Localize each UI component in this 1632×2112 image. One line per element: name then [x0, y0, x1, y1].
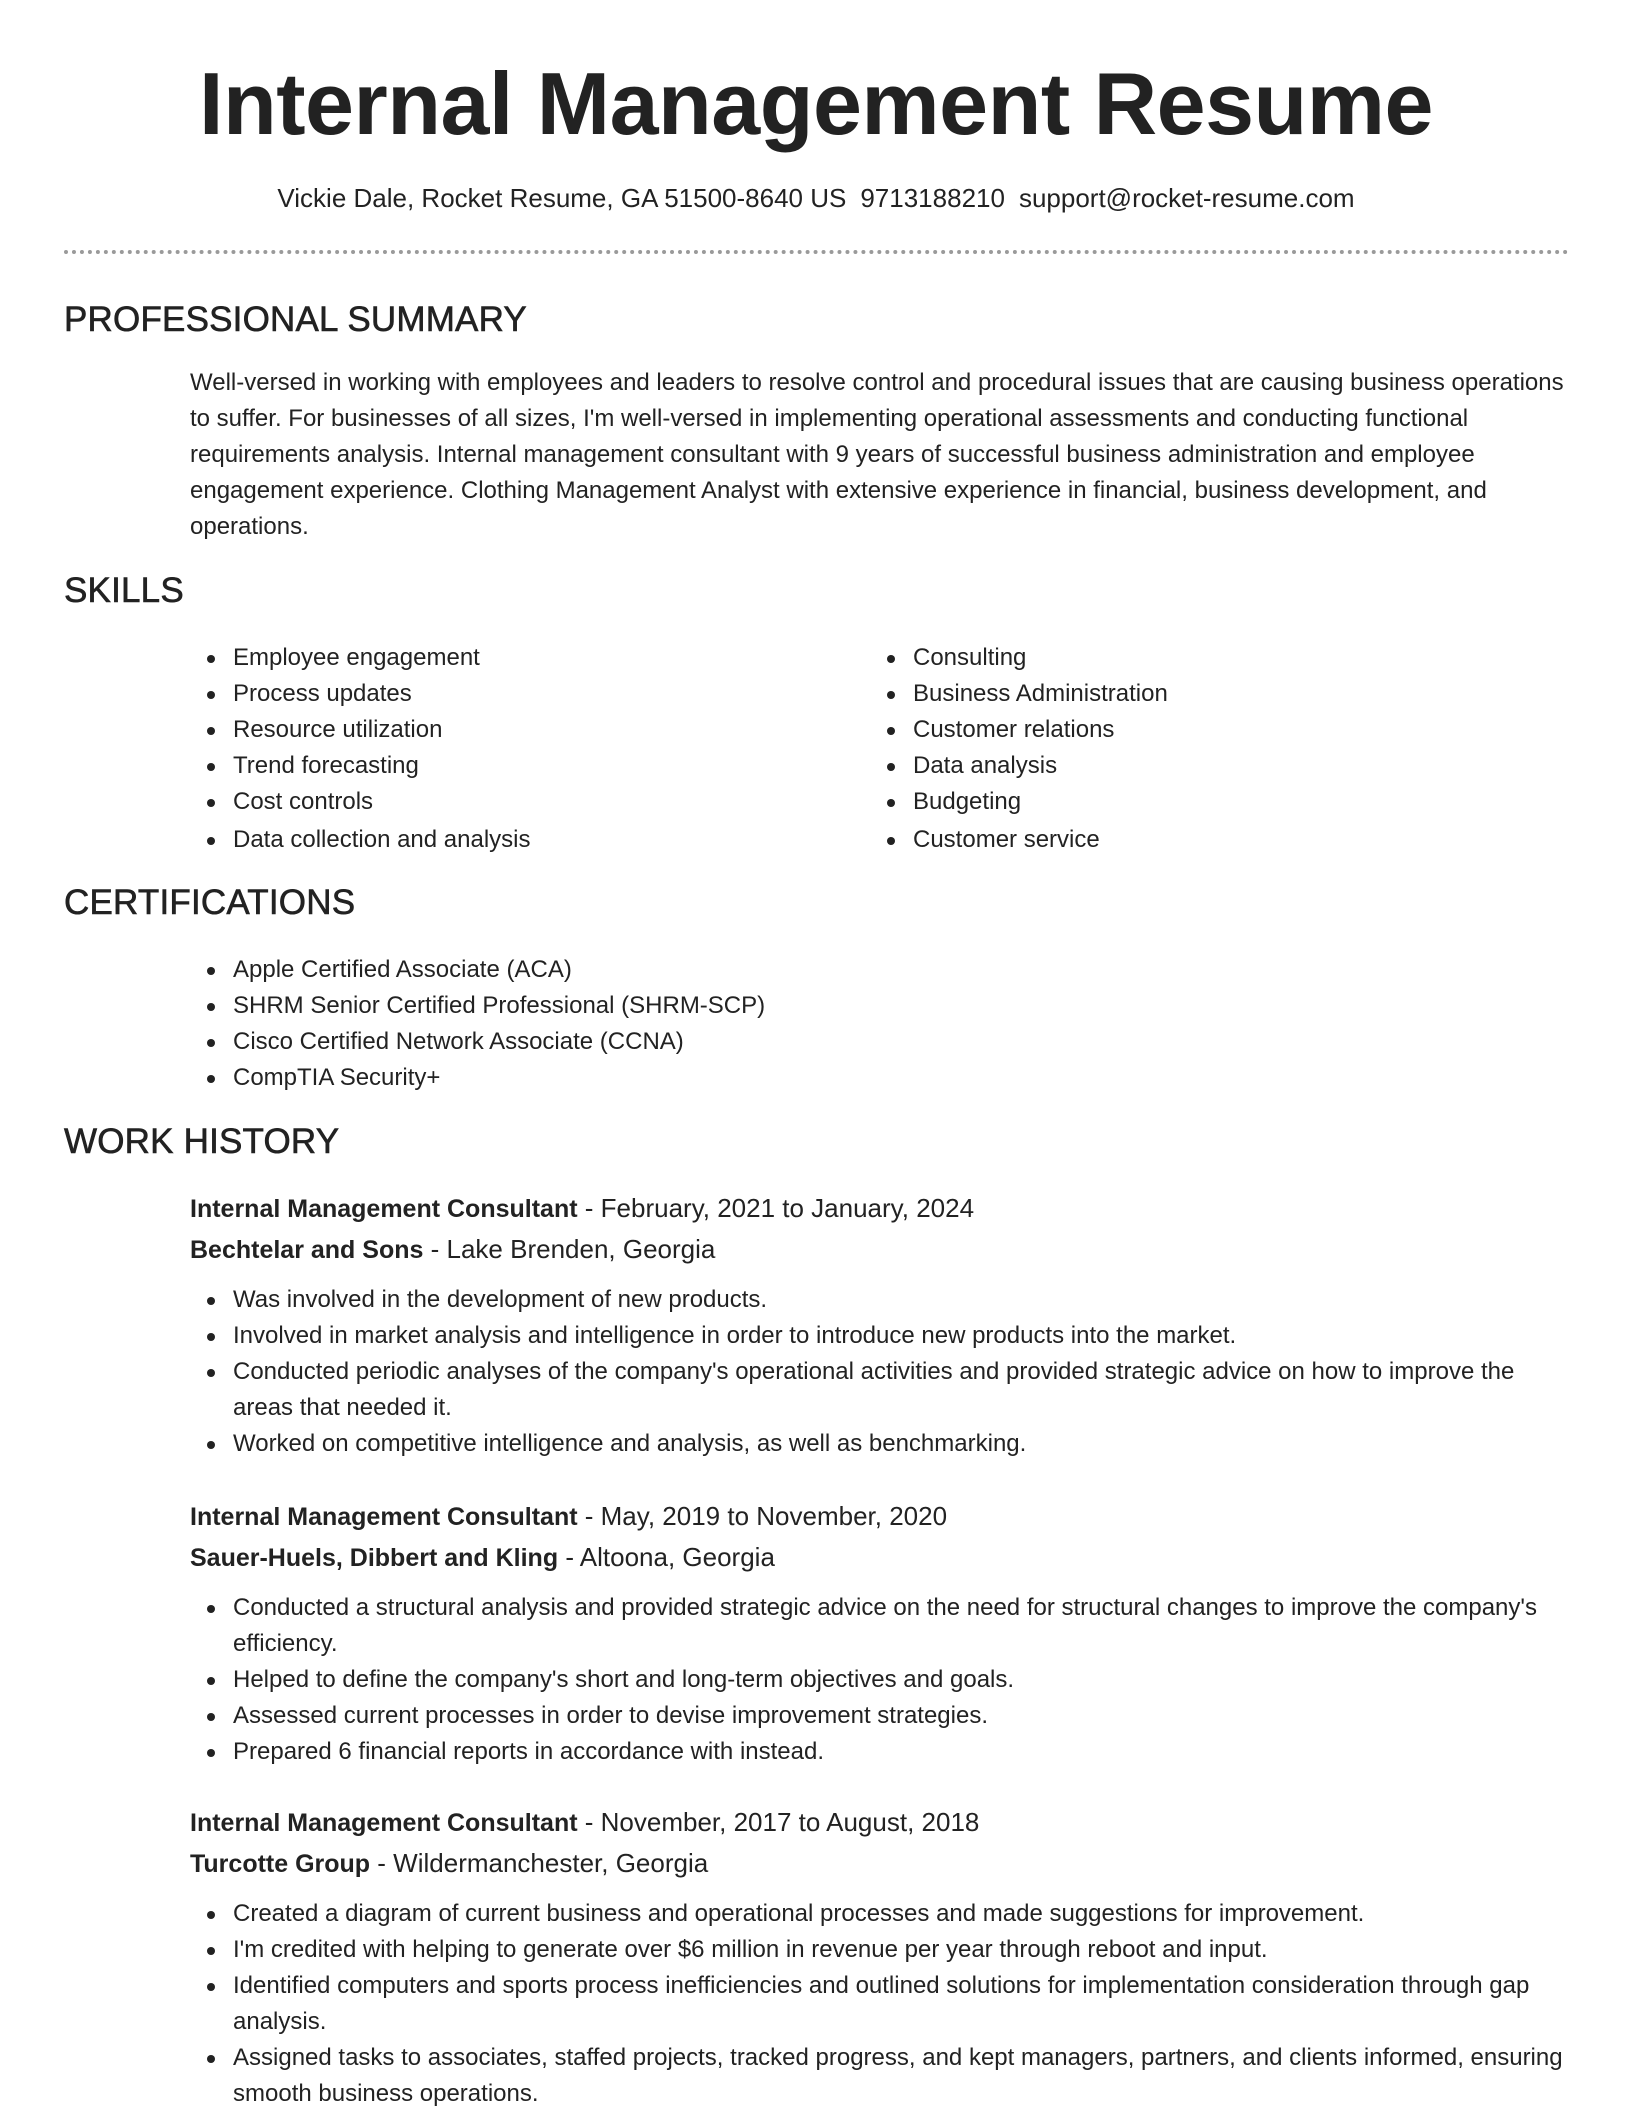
job-company: Bechtelar and Sons [190, 1236, 424, 1264]
list-item: Was involved in the development of new products. [190, 1282, 1575, 1318]
list-item: Assessed current processes in order to devise improvement strategies. [190, 1698, 1575, 1734]
header-divider [64, 250, 1569, 254]
list-item: Data analysis [870, 748, 1510, 784]
list-item: Cost controls [190, 784, 830, 820]
list-item: Business Administration [870, 676, 1510, 712]
list-item: Budgeting [870, 784, 1510, 820]
job-dates: - May, 2019 to November, 2020 [577, 1501, 948, 1531]
list-item: Created a diagram of current business and operational processes and made suggestions for improvement. [190, 1896, 1575, 1932]
section-heading-work-history: WORK HISTORY [64, 1122, 340, 1161]
job-location: - Wildermanchester, Georgia [370, 1848, 709, 1878]
job-company-line [190, 1229, 1575, 1270]
list-item: Customer relations [870, 712, 1510, 748]
job-title-line [190, 1496, 1575, 1537]
section-heading-summary: PROFESSIONAL SUMMARY [64, 300, 527, 339]
job-bullets [190, 1896, 1575, 2112]
contact-phone: 9713188210 [860, 183, 1005, 213]
contact-address: Vickie Dale, Rocket Resume, GA 51500-8640 US [277, 183, 847, 213]
list-item: Resource utilization [190, 712, 830, 748]
job-company-line [190, 1537, 1575, 1578]
job-title: Internal Management Consultant [190, 1195, 578, 1223]
job-company: Sauer-Huels, Dibbert and Kling [190, 1544, 559, 1572]
section-heading-certifications: CERTIFICATIONS [64, 883, 356, 922]
job-entry [190, 1496, 1575, 1770]
list-item: Employee engagement [190, 640, 830, 676]
job-bullets [190, 1282, 1575, 1462]
job-title: Internal Management Consultant [190, 1809, 578, 1837]
list-item: Conducted periodic analyses of the company's operational activities and provided strategic advice on how to improve the areas that needed it. [190, 1354, 1575, 1426]
list-item: Cisco Certified Network Associate (CCNA) [190, 1024, 1490, 1060]
list-item: Customer service [870, 822, 1510, 858]
resume-title: Internal Management Resume [199, 54, 1433, 153]
contact-line [0, 180, 1632, 216]
job-title: Internal Management Consultant [190, 1503, 578, 1531]
list-item: Identified computers and sports process inefficiencies and outlined solutions for implementation consideration through gap analysis. [190, 1968, 1575, 2040]
job-title-line [190, 1188, 1575, 1229]
skills-list-right [870, 640, 1510, 858]
list-item: SHRM Senior Certified Professional (SHRM-SCP) [190, 988, 1490, 1024]
certifications-list [190, 952, 1490, 1096]
contact-email[interactable]: support@rocket-resume.com [1018, 183, 1355, 213]
job-company: Turcotte Group [190, 1850, 371, 1878]
list-item: Involved in market analysis and intelligence in order to introduce new products into the market. [190, 1318, 1575, 1354]
job-entry [190, 1802, 1575, 2112]
job-bullets [190, 1590, 1575, 1770]
list-item: Helped to define the company's short and long-term objectives and goals. [190, 1662, 1575, 1698]
list-item: Data collection and analysis [190, 822, 830, 858]
section-heading-skills: SKILLS [64, 571, 184, 610]
list-item: Trend forecasting [190, 748, 830, 784]
list-item: Conducted a structural analysis and provided strategic advice on the need for structural changes to improve the company's efficiency. [190, 1590, 1575, 1662]
summary-text: Well-versed in working with employees and leaders to resolve control and procedural issues that are causing business operations to suffer. For businesses of all sizes, I'm well-versed in implementing operational assessments and conducting functional requirements analysis. Internal management consultant with 9 years of successful business administration and employee engagement experience. Clothing Management Analyst with extensive experience in financial, business development, and operations. [190, 369, 1564, 540]
list-item: Worked on competitive intelligence and analysis, as well as benchmarking. [190, 1426, 1575, 1462]
list-item: Assigned tasks to associates, staffed projects, tracked progress, and kept managers, partners, and clients informed, ensuring smooth business operations. [190, 2040, 1575, 2112]
list-item: CompTIA Security+ [190, 1060, 1490, 1096]
job-entry [190, 1188, 1575, 1462]
job-company-line [190, 1843, 1575, 1884]
list-item: Prepared 6 financial reports in accordance with instead. [190, 1734, 1575, 1770]
list-item: Apple Certified Associate (ACA) [190, 952, 1490, 988]
job-title-line [190, 1802, 1575, 1843]
list-item: Process updates [190, 676, 830, 712]
job-location: - Lake Brenden, Georgia [423, 1234, 716, 1264]
list-item: I'm credited with helping to generate over $6 million in revenue per year through reboot and input. [190, 1932, 1575, 1968]
job-location: - Altoona, Georgia [558, 1542, 775, 1572]
skills-list-left [190, 640, 830, 858]
job-dates: - November, 2017 to August, 2018 [577, 1807, 980, 1837]
list-item: Consulting [870, 640, 1510, 676]
job-dates: - February, 2021 to January, 2024 [577, 1193, 975, 1223]
